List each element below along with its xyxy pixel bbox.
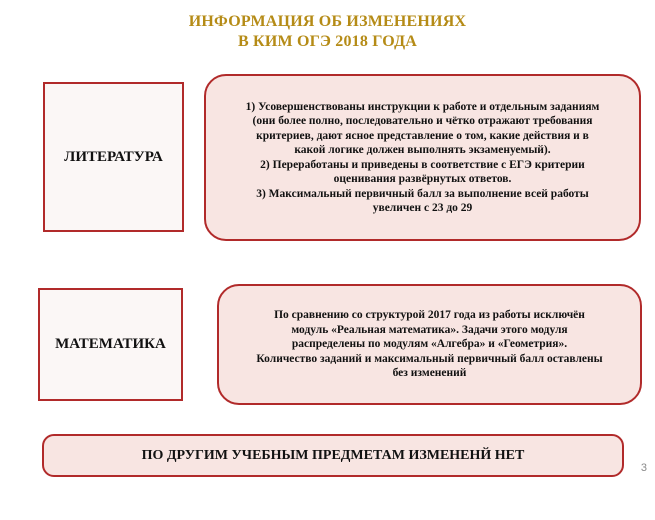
mathematics-changes-text xyxy=(233,308,626,381)
mathematics-line: модуль «Реальная математика». Задачи этого модуля xyxy=(291,323,568,336)
no-changes-text: ПО ДРУГИМ УЧЕБНЫМ ПРЕДМЕТАМ ИЗМЕНЕНЙ НЕТ xyxy=(141,447,525,463)
mathematics-subject-box xyxy=(38,288,183,401)
mathematics-label: МАТЕМАТИКА xyxy=(55,336,166,352)
literature-subject-box xyxy=(43,82,184,232)
mathematics-line: По сравнению со структурой 2017 года из работы исключён xyxy=(274,309,585,322)
literature-line: (они более полно, последовательно и чётко отражают требования xyxy=(252,115,593,127)
literature-line: увеличен с 23 до 29 xyxy=(372,202,473,214)
literature-line: 3) Максимальный первичный балл за выполнение всей работы xyxy=(256,187,589,200)
slide-title xyxy=(150,12,505,52)
slide-title-line-1: ИНФОРМАЦИЯ ОБ ИЗМЕНЕНИЯХ xyxy=(188,13,467,30)
literature-line: оценивания развёрнутых ответов. xyxy=(333,173,512,185)
no-changes-banner xyxy=(42,434,624,477)
literature-line: 2) Переработаны и приведены в соответствие с ЕГЭ критерии xyxy=(260,158,585,171)
page-number: 3 xyxy=(640,462,647,474)
literature-line: критериев, дают ясное представление о том, какие действия и в xyxy=(256,129,589,142)
slide-title-line-2: В КИМ ОГЭ 2018 ГОДА xyxy=(237,33,418,50)
literature-line: 1) Усовершенствованы инструкции к работе и отдельным заданиям xyxy=(245,100,600,113)
literature-changes-text xyxy=(220,100,625,216)
literature-changes-box xyxy=(204,74,641,241)
mathematics-changes-box xyxy=(217,284,642,405)
mathematics-line: распределены по модулям «Алгебра» и «Геометрия». xyxy=(291,338,568,351)
literature-line: какой логике должен выполнять экзаменуемый). xyxy=(294,144,551,156)
literature-label: ЛИТЕРАТУРА xyxy=(64,148,163,165)
mathematics-line: Количество заданий и максимальный первичный балл оставлены xyxy=(256,352,603,365)
mathematics-line: без изменений xyxy=(392,367,467,380)
